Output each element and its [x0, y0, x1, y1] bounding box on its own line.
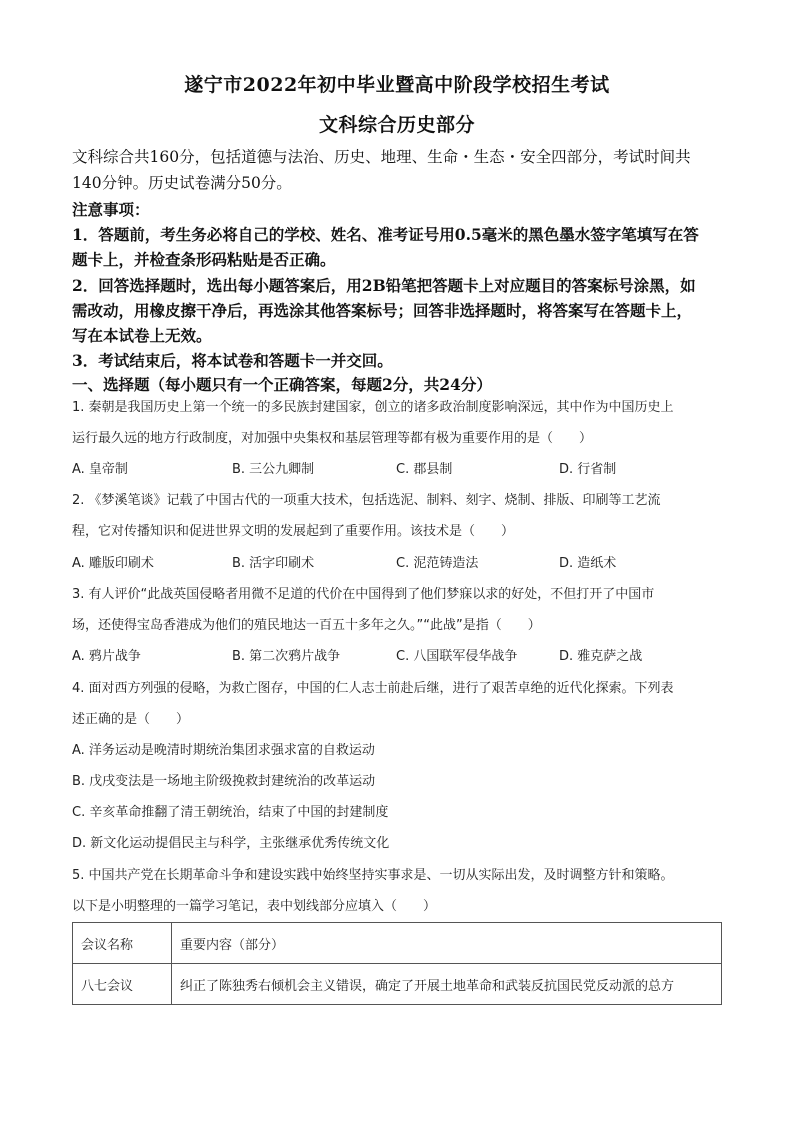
notice-item-2: 需改动，用橡皮擦干净后，再选涂其他答案标号；回答非选择题时，将答案写在答题卡上，: [72, 301, 693, 320]
table-cell: 八七会议: [73, 964, 172, 1005]
option-b[interactable]: B. 戊戌变法是一场地主阶级挽救封建统治的改革运动: [72, 774, 376, 789]
question-1-stem: 运行最久远的地方行政制度，对加强中央集权和基层管理等都有极为重要作用的是（ ）: [72, 431, 593, 446]
notice-item-2: 写在本试卷上无效。: [72, 326, 212, 345]
notice-item-3: 3．考试结束后，将本试卷和答题卡一并交回。: [72, 351, 393, 370]
option-c[interactable]: C. 辛亥革命推翻了清王朝统治，结束了中国的封建制度: [72, 805, 389, 820]
question-5-stem: 5. 中国共产党在长期革命斗争和建设实践中始终坚持实事求是、一切从实际出发，及时调整方针和策略。: [72, 868, 674, 883]
question-4-stem: 4. 面对西方列强的侵略，为救亡图存，中国的仁人志士前赴后继，进行了艰苦卓绝的近代化探索。下列表: [72, 681, 674, 696]
option-c[interactable]: C. 郡县制: [396, 462, 453, 477]
question-2-stem: 程，它对传播知识和促进世界文明的发展起到了重要作用。该技术是（ ）: [72, 524, 515, 539]
option-d[interactable]: D. 雅克萨之战: [559, 649, 643, 664]
notice-item-2: 2．回答选择题时，选出每小题答案后，用2B铅笔把答题卡上对应题目的答案标号涂黑，如: [72, 276, 696, 295]
study-notes-table: [72, 922, 722, 1005]
question-3-stem: 3. 有人评价“此战英国侵略者用微不足道的代价在中国得到了他们梦寐以求的好处，不但打开了中国市: [72, 587, 655, 602]
exam-title: 遂宁市2022年初中毕业暨高中阶段学校招生考试: [184, 74, 610, 96]
question-3-options: [72, 641, 727, 672]
option-b[interactable]: B. 第二次鸦片战争: [232, 649, 341, 664]
question-5-stem: 以下是小明整理的一篇学习笔记，表中划线部分应填入（ ）: [72, 899, 437, 914]
option-d[interactable]: D. 行省制: [559, 462, 617, 477]
exam-subtitle: 文科综合历史部分: [318, 114, 475, 136]
question-1-options: [72, 454, 727, 485]
table-row: [73, 964, 722, 1005]
question-1-stem: 1. 秦朝是我国历史上第一个统一的多民族封建国家，创立的诸多政治制度影响深远，其中作为中国历史上: [72, 400, 674, 415]
option-c[interactable]: C. 泥范铸造法: [396, 556, 479, 571]
option-c[interactable]: C. 八国联军侵华战争: [396, 649, 518, 664]
intro-line: 文科综合共160分，包括道德与法治、历史、地理、生命・生态・安全四部分，考试时间共: [72, 148, 691, 166]
option-a[interactable]: A. 洋务运动是晚清时期统治集团求强求富的自救运动: [72, 743, 375, 758]
question-2-options: [72, 548, 727, 579]
intro-line: 140分钟。历史试卷满分50分。: [72, 174, 292, 192]
notice-item-1: 题卡上，并检查条形码粘贴是否正确。: [72, 250, 336, 269]
option-b[interactable]: B. 三公九卿制: [232, 462, 315, 477]
option-a[interactable]: A. 皇帝制: [72, 462, 128, 477]
notice-item-1: 1．答题前，考生务必将自己的学校、姓名、准考证号用0.5毫米的黑色墨水签字笔填写在答: [72, 225, 699, 244]
notice-heading: 注意事项：: [72, 200, 150, 219]
table-cell: 纠正了陈独秀右倾机会主义错误，确定了开展土地革命和武装反抗国民党反动派的总方: [172, 964, 722, 1005]
option-a[interactable]: A. 雕版印刷术: [72, 556, 154, 571]
option-a[interactable]: A. 鸦片战争: [72, 649, 141, 664]
table-header-row: [73, 923, 722, 964]
table-header-cell: 重要内容（部分）: [172, 923, 722, 964]
question-4-stem: 述正确的是（ ）: [72, 712, 190, 727]
section-heading: 一、选择题（每小题只有一个正确答案，每题2分，共24分）: [72, 375, 492, 394]
option-d[interactable]: D. 造纸术: [559, 556, 617, 571]
question-3-stem: 场，还使得宝岛香港成为他们的殖民地达一百五十多年之久。”“此战”是指（ ）: [72, 618, 541, 633]
option-b[interactable]: B. 活字印刷术: [232, 556, 315, 571]
question-2-stem: 2. 《梦溪笔谈》记载了中国古代的一项重大技术，包括选泥、制料、刻字、烧制、排版、印刷等工艺流: [72, 493, 661, 508]
option-d[interactable]: D. 新文化运动提倡民主与科学，主张继承优秀传统文化: [72, 836, 390, 851]
table-header-cell: 会议名称: [73, 923, 172, 964]
